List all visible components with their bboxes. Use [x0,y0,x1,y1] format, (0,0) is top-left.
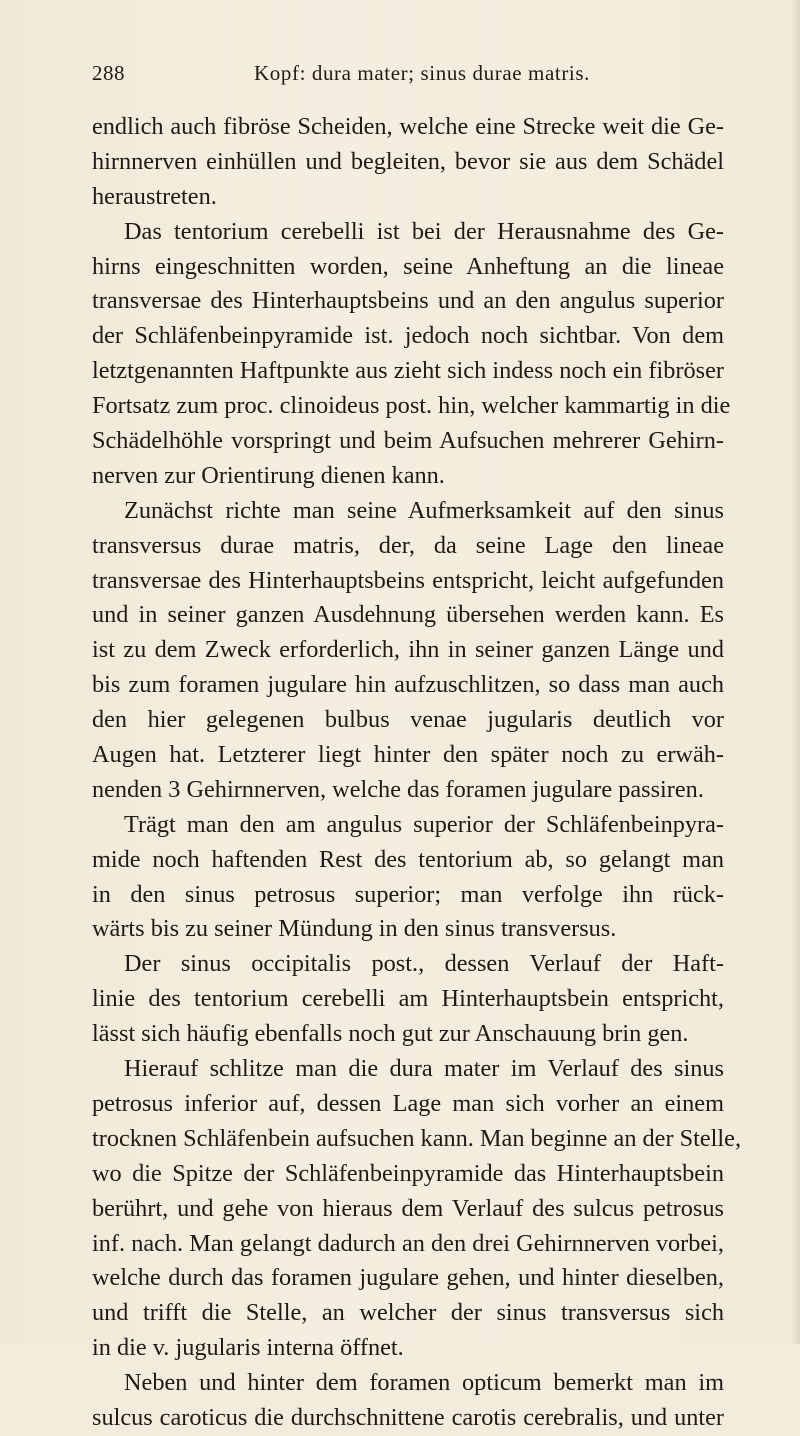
text-line: letztgenannten Haftpunkte aus zieht sich indess noch ein fibröser [92,357,724,385]
text-line: und trifft die Stelle, an welcher der sinus transversus sich [92,1299,724,1327]
running-head: Kopf: dura mater; sinus durae matris. [254,61,590,85]
text-line: in die v. jugularis interna öffnet. [92,1334,404,1362]
page-number: 288 [92,61,125,85]
text-line: der Schläfenbeinpyramide ist. jedoch noch sichtbar. Von dem [92,322,724,350]
text-line: Der sinus occipitalis post., dessen Verlauf der Haft- [124,950,724,978]
text-line: transversus durae matris, der, da seine Lage den lineae [92,531,724,559]
text-line: Trägt man den am angulus superior der Schläfenbeinpyra- [124,810,724,838]
text-line: wärts bis zu seiner Mündung in den sinus transversus. [92,915,617,943]
page-edge-shadow [790,0,800,1344]
text-line: welche durch das foramen jugulare gehen, und hinter dieselben, [92,1264,724,1292]
text-line: ist zu dem Zweck erforderlich, ihn in seiner ganzen Länge und [92,636,724,664]
text-line: lässt sich häufig ebenfalls noch gut zur Anschauung brin gen. [92,1020,689,1048]
text-line: heraustreten. [92,182,217,210]
text-line: endlich auch fibröse Scheiden, welche eine Strecke weit die Ge- [92,113,724,140]
text-line: transversae des Hinterhauptsbeins entspricht, leicht aufgefunden [92,566,724,594]
text-line: Zunächst richte man seine Aufmerksamkeit auf den sinus [124,496,724,524]
page-header [92,60,722,86]
text-line: und in seiner ganzen Ausdehnung übersehen werden kann. Es [92,601,724,629]
text-line: transversae des Hinterhauptsbeins und an den angulus superior [92,287,724,315]
text-line: berührt, und gehe von hieraus dem Verlauf des sulcus petrosus [92,1194,724,1222]
text-line: bis zum foramen jugulare hin aufzuschlitzen, so dass man auch [92,671,724,699]
text-line: trocknen Schläfenbein aufsuchen kann. Man beginne an der Stelle, [92,1124,742,1152]
body-text [92,110,742,1436]
text-line: Fortsatz zum proc. clinoideus post. hin, welcher kammartig in die [92,392,731,420]
text-line: inf. nach. Man gelangt dadurch an den drei Gehirnnerven vorbei, [92,1229,724,1257]
text-line: petrosus inferior auf, dessen Lage man sich vorher an einem [92,1089,724,1117]
text-line: linie des tentorium cerebelli am Hinterhauptsbein entspricht, [92,985,724,1013]
text-line: hirns eingeschnitten worden, seine Anheftung an die lineae [92,252,724,280]
text-line: in den sinus petrosus superior; man verfolge ihn rück- [92,880,724,908]
text-line: Hierauf schlitze man die dura mater im Verlauf des sinus [124,1055,724,1083]
text-line: nerven zur Orientirung dienen kann. [92,461,445,489]
text-line: Das tentorium cerebelli ist bei der Herausnahme des Ge- [124,217,724,245]
text-line: Augen hat. Letzterer liegt hinter den später noch zu erwäh- [92,741,724,769]
text-line: nenden 3 Gehirnnerven, welche das foramen jugulare passiren. [92,775,704,803]
text-line: Schädelhöhle vorspringt und beim Aufsuchen mehrerer Gehirn- [92,427,724,455]
text-line: hirnnerven einhüllen und begleiten, bevor sie aus dem Schädel [92,147,724,175]
text-line: wo die Spitze der Schläfenbeinpyramide das Hinterhauptsbein [92,1159,724,1187]
text-line: den hier gelegenen bulbus venae jugularis deutlich vor [92,706,724,734]
text-line: Neben und hinter dem foramen opticum bemerkt man im [124,1369,724,1397]
text-line: mide noch haftenden Rest des tentorium ab, so gelangt man [92,845,724,873]
text-line: sulcus caroticus die durchschnittene carotis cerebralis, und unter [92,1403,724,1431]
